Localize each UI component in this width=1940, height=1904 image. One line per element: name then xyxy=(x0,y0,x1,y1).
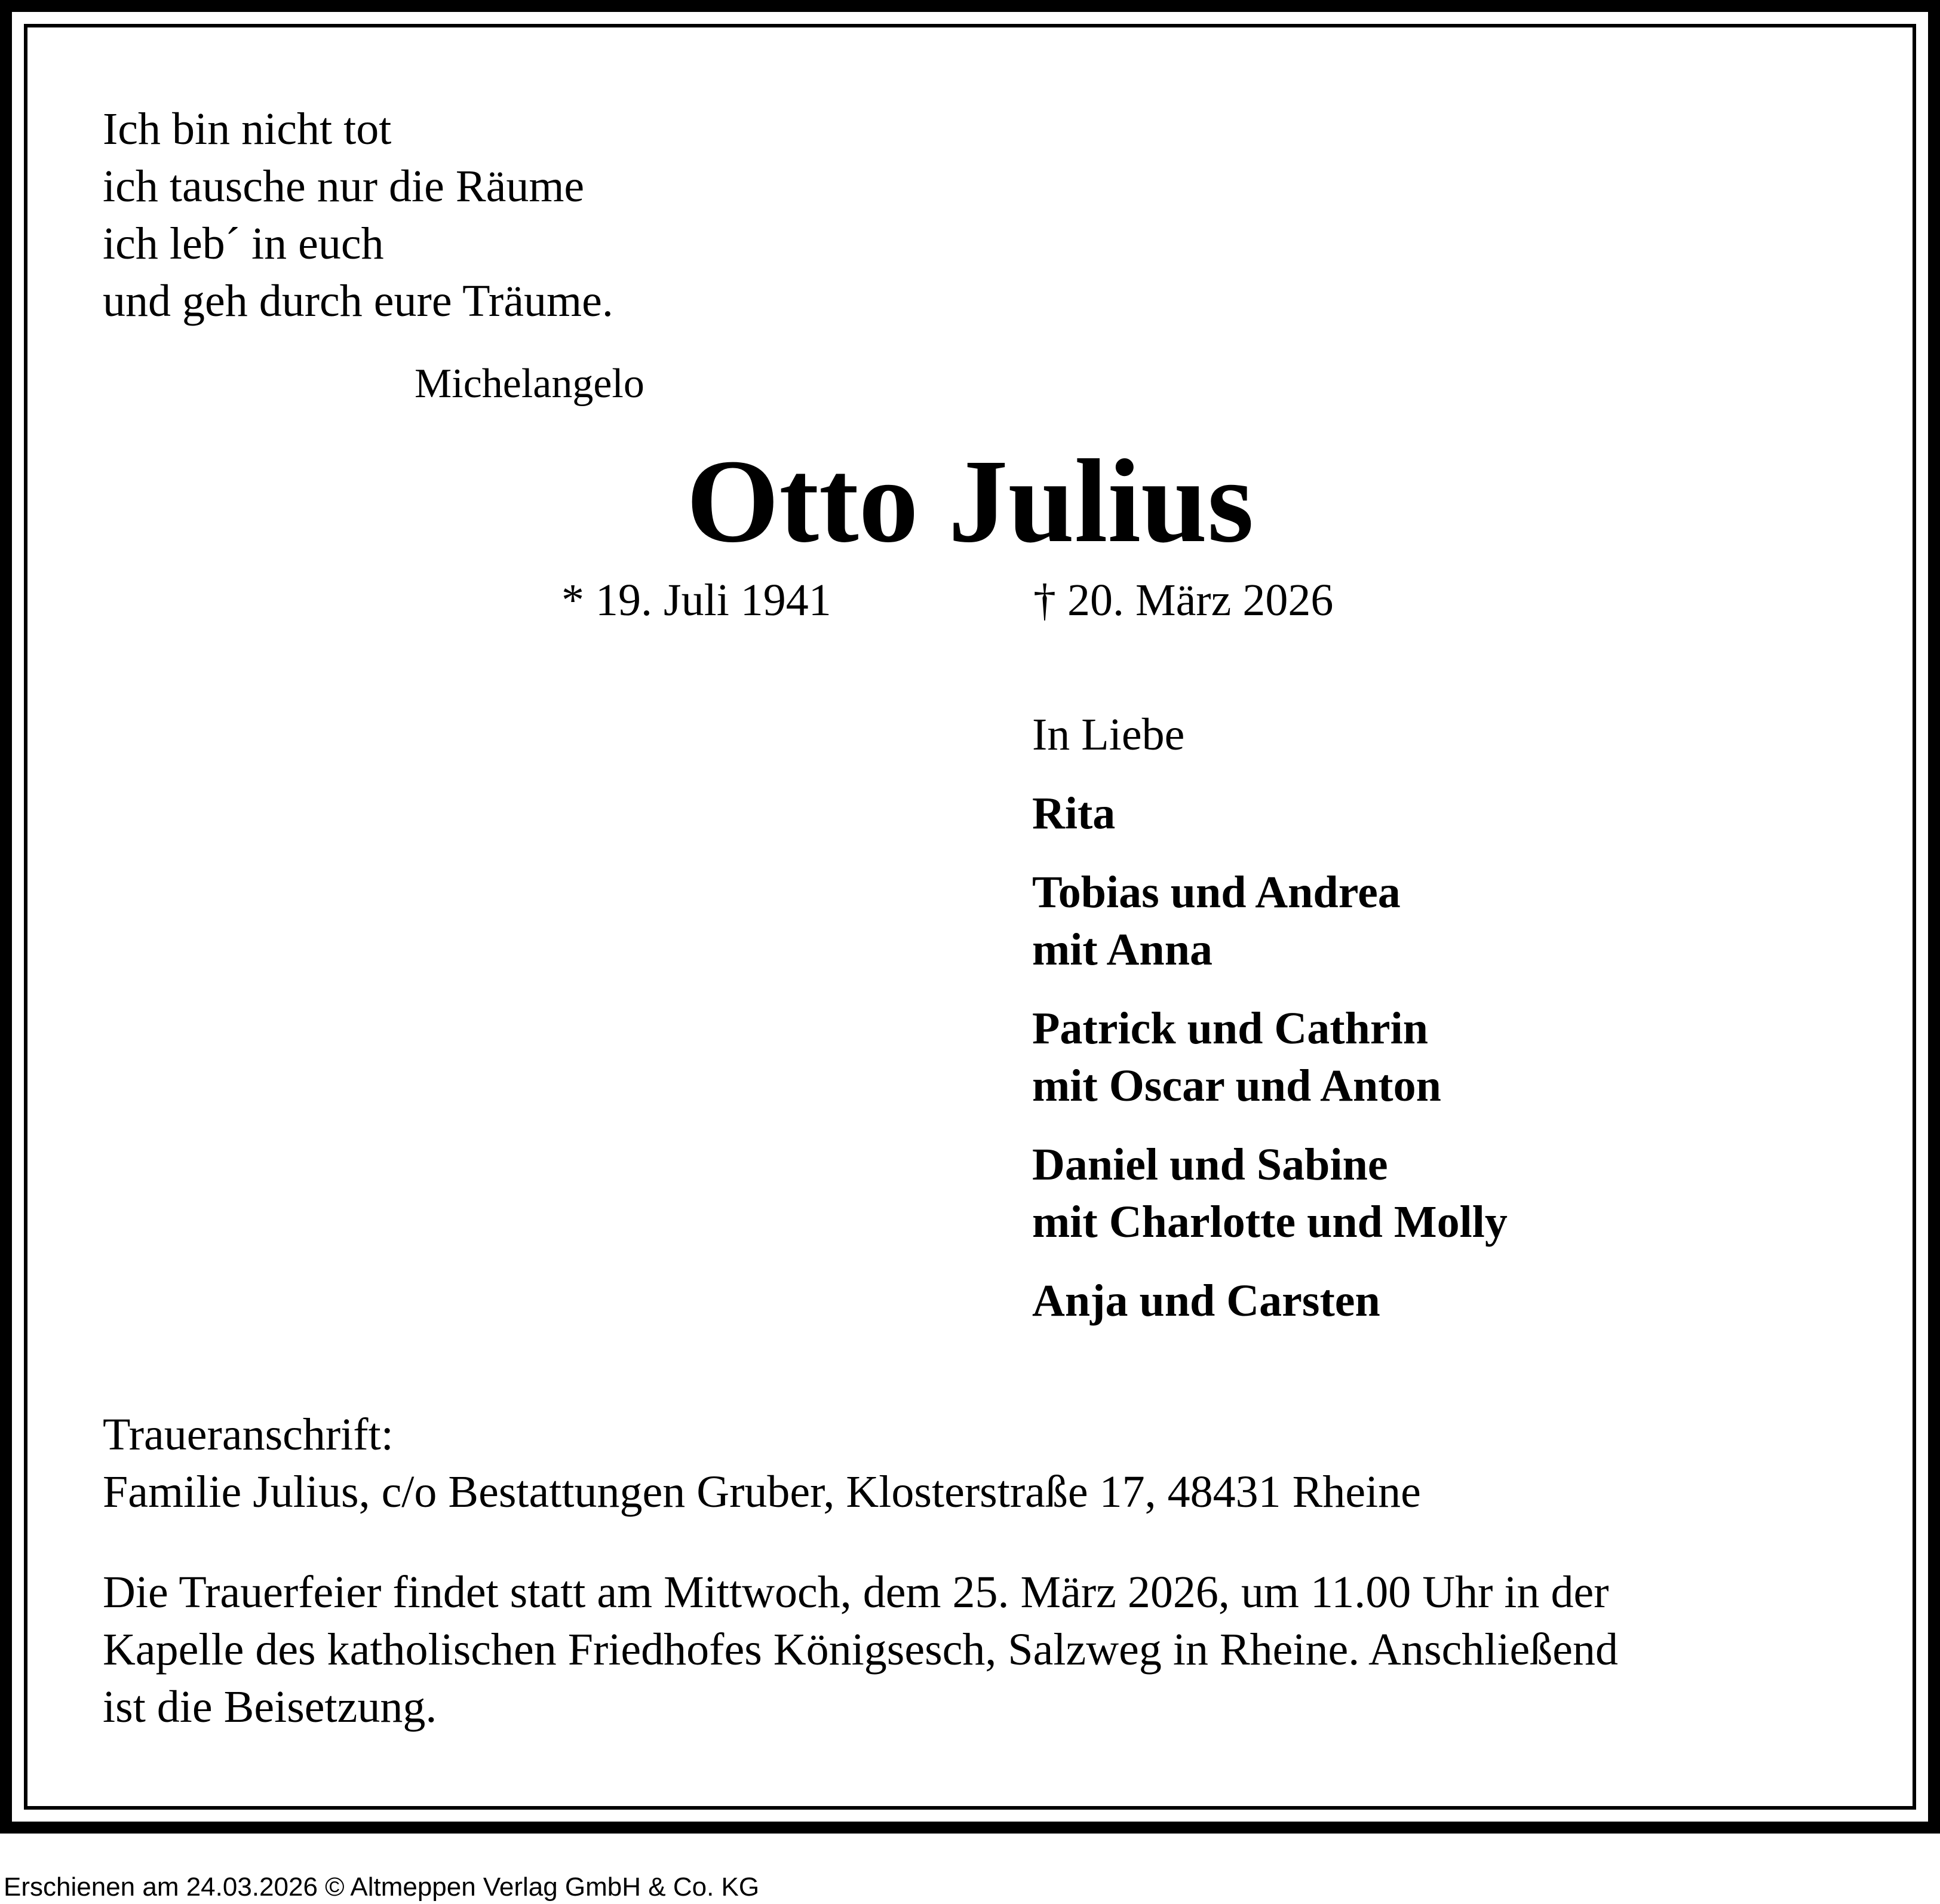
deceased-name: Otto Julius xyxy=(686,435,1254,567)
ceremony-line: Die Trauerfeier findet statt am Mittwoch, dem 25. März 2026, um 11.00 Uhr in der xyxy=(103,1567,1609,1617)
poem-author: Michelangelo xyxy=(415,361,644,407)
poem-line: ich leb´ in euch xyxy=(103,219,384,269)
mourner-line: mit Anna xyxy=(1032,925,1212,975)
address-label: Traueranschrift: xyxy=(103,1409,394,1460)
poem-block xyxy=(103,100,613,330)
poem-line: und geh durch eure Träume. xyxy=(103,276,613,326)
mourner-group xyxy=(1032,864,1508,978)
mourner-line: Tobias und Andrea xyxy=(1032,867,1401,917)
mourners-block xyxy=(1032,706,1508,1351)
ceremony-line: Kapelle des katholischen Friedhofes Königsesch, Salzweg in Rheine. Anschließend xyxy=(103,1624,1618,1675)
mourner-group xyxy=(1032,1136,1508,1251)
mourner-line: mit Charlotte und Molly xyxy=(1032,1197,1508,1247)
poem-line: Ich bin nicht tot xyxy=(103,104,392,154)
birth-date: * 19. Juli 1941 xyxy=(561,575,831,625)
mourner-group xyxy=(1032,1272,1508,1329)
ceremony-text xyxy=(103,1564,1618,1736)
mourner-line: Anja und Carsten xyxy=(1032,1276,1380,1326)
mourner-line: Patrick und Cathrin xyxy=(1032,1003,1428,1054)
address-block xyxy=(103,1406,1421,1521)
poem-line: ich tausche nur die Räume xyxy=(103,161,585,211)
publication-footer: Erschienen am 24.03.2026 © Altmeppen Verlag GmbH & Co. KG xyxy=(4,1872,760,1902)
mourner-group xyxy=(1032,1000,1508,1114)
address-value: Familie Julius, c/o Bestattungen Gruber, Klosterstraße 17, 48431 Rheine xyxy=(103,1467,1421,1517)
mourner-group xyxy=(1032,785,1508,842)
mourner-line: mit Oscar und Anton xyxy=(1032,1061,1441,1111)
mourner-line: Daniel und Sabine xyxy=(1032,1140,1388,1190)
mourners-intro: In Liebe xyxy=(1032,710,1185,760)
ceremony-line: ist die Beisetzung. xyxy=(103,1682,437,1732)
mourner-line: Rita xyxy=(1032,788,1116,839)
death-date: † 20. März 2026 xyxy=(1033,575,1334,625)
